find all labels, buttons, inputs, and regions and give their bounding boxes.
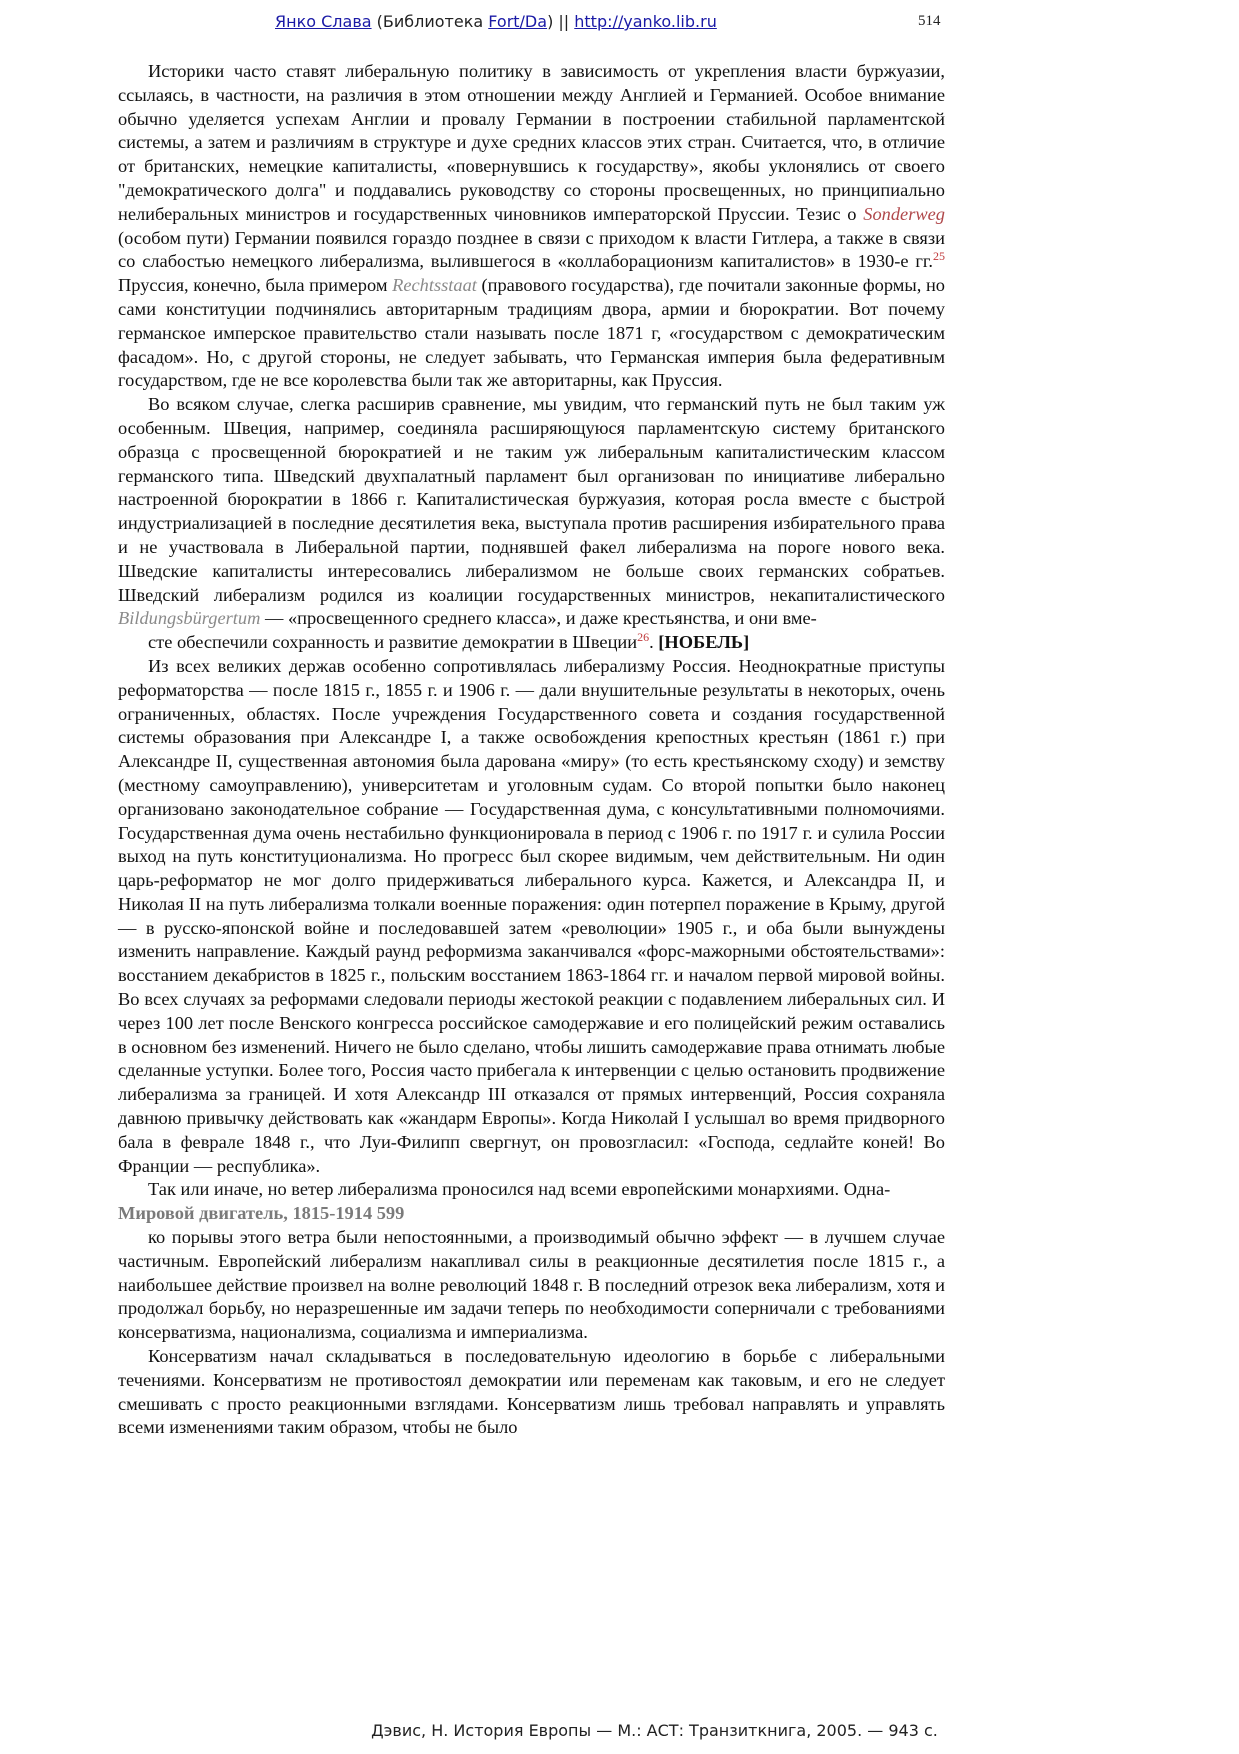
running-head: Мировой двигатель, 1815-1914 599 — [118, 1203, 405, 1224]
paragraph-3 — [118, 631, 945, 655]
paragraph-5: Так или иначе, но ветер либерализма проносился над всеми европейскими монархиями. Одна- — [148, 1179, 891, 1200]
paragraph-2 — [118, 393, 945, 631]
author-link[interactable]: Янко Слава — [275, 12, 372, 31]
footnote-ref-26[interactable]: 26 — [637, 630, 650, 644]
paragraph-2-text-b: — «просвещенного среднего класса», и даже крестьянства, и они вме- — [260, 608, 817, 629]
paragraph-2-text-a: Во всяком случае, слегка расширив сравнение, мы увидим, что германский путь не был таким уж особенным. Швеция, например, соединяла расширяющуюся парламентскую систему британского образца с просвещенной бюрократией и не таким уж либеральным капиталистическим классом германского типа. Шведский двухпалатный парламент был организован по инициативе либерально настроенной бюрократии в 1866 г. Капиталистическая буржуазия, которая росла вместе с быстрой индустриализацией в последние десятилетия века, выступала против расширения избирательного права и не участвовала в Либеральной партии, поднявшей факел либерализма на пороге нового века. Шведские капиталисты интересовались либерализмом не больше своих германских собратьев. Шведский либерализм родился из коалиции государственных министров, некапиталистического — [118, 394, 945, 605]
site-link[interactable]: http://yanko.lib.ru — [574, 12, 717, 31]
page-header — [0, 10, 1239, 38]
paragraph-6: ко порывы этого ветра были непостоянными, а производимый обычно эффект — в лучшем случае частичным. Европейский либерализм накапливал силы в реакционные десятилетия после 1815 г., а наибольшее действие произвел на волне революций 1848 г. В последний отрезок века либерализм, хотя и продолжал борьбу, но неразрешенные им задачи теперь по необходимости соперничали с требованиями консерватизма, национализма, социализма и империализма. — [118, 1227, 945, 1343]
header-separator: ) || — [547, 12, 575, 31]
main-text — [118, 60, 945, 1440]
term-sonderweg: Sonderweg — [863, 203, 945, 224]
paragraph-4: Из всех великих держав особенно сопротивлялась либерализму Россия. Неоднократные приступы реформаторства — после 1815 г., 1855 г. и 1906 г. — дали внушительные результаты в некоторых, очень ограниченных, областях. После учреждения Государственного совета и создания государственной системы образования при Александре I, а также освобождения крепостных крестьян (1861 г.) при Александре II, существенная автономия была дарована «миру» (то есть крестьянскому сходу) и земству (местному самоуправлению), университетам и уголовным судам. Со второй попытки было наконец организовано законодательное собрание — Государственная дума, с консультативными полномочиями. Государственная дума очень нестабильно функционировала в период с 1906 г. по 1917 г. и сулила России выход на путь конституционализма. Но прогресс был скорее видимым, чем действительным. Ни один царь-реформатор не мог долго придерживаться либерального курса. Кажется, и Александра II, и Николая II на путь либерализма толкали военные поражения: один потерпел поражение в Крыму, другой — в русско-японской войне и последовавшей затем «революции» 1905 г., и оба были вынуждены изменить направление. Каждый раунд реформизма заканчивался «форс-мажорными обстоятельствами»: восстанием декабристов в 1825 г., польским восстанием 1863-1864 гг. и началом первой мировой войны. Во всех случаях за реформами следовали периоды жестокой реакции с подавлением либеральных сил. И через 100 лет после Венского конгресса российское самодержавие и его полицейский режим оставались в основном без изменений. Ничего не было сделано, чтобы лишить самодержавие права отнимать любые сделанные уступки. Более того, Россия часто прибегала к интервенции с целью остановить продвижение либерализма за границей. И хотя Александр III отказался от прямых интервенций, Россия сохраняла давнюю привычку действовать как «жандарм Европы». Когда Николай I услышал во время придворного бала в феврале 1848 г., что Луи-Филипп свергнут, он провозгласил: «Господа, седлайте коней! Во Франции — республика». — [118, 655, 945, 1176]
library-prefix: (Библиотека — [371, 12, 489, 31]
paragraph-1-text-b: (особом пути) Германии появился гораздо позднее в связи с приходом к власти Гитлера, а также в связи со слабостью немецкого либерализма, вылившегося в «коллаборационизм капиталистов» в 1930-е гг. — [118, 227, 945, 272]
page-number: 514 — [918, 13, 941, 29]
paragraph-1-text-a: Историки часто ставят либеральную политику в зависимость от укрепления власти буржуазии, ссылаясь, в частности, на различия в этом отношении между Англией и Германией. Особое внимание обычно уделяется успехам Англии и провалу Германии в построении стабильной парламентской системы, а затем и различиям в структуре и духе средних классов этих стран. Считается, что, в отличие от британских, немецкие капиталисты, «повернувшись к государству», якобы уклонялись от своего "демократического долга" и поддавались руководству со стороны просвещенных, но принципиально нелиберальных министров и государственных чиновников императорской Пруссии. Тезис о — [118, 61, 945, 224]
nobel-marker: [НОБЕЛЬ] — [658, 632, 750, 653]
paragraph-7: Консерватизм начал складываться в последовательную идеологию в борьбе с либеральными течениями. Консерватизм не противостоял демократии или переменам как таковым, и его не следует смешивать с просто реакционными взглядами. Консерватизм лишь требовал направлять и управлять всеми изменениями таким образом, чтобы не было — [118, 1346, 945, 1438]
paragraph-1 — [118, 60, 945, 393]
term-bildungsburgertum: Bildungsbürgertum — [118, 608, 261, 629]
library-link[interactable]: Fort/Da — [488, 12, 548, 31]
header-line — [275, 12, 717, 31]
paragraph-1-text-c: Пруссия, конечно, была примером — [118, 275, 393, 296]
page-footer — [0, 1721, 1239, 1740]
paragraph-1-text-d: (правового государства), где почитали законные формы, но сами конституции подчинялись авторитарным традициям двора, армии и бюрократии. Вот почему германское имперское правительство стали называть после 1871 г, «государством с демократическим фасадом». Но, с другой стороны, не следует забывать, что Германская империя была федеративным государством, где не все королевства были так же авторитарны, как Пруссия. — [118, 275, 946, 391]
footer-citation: Дэвис, Н. История Европы — М.: АСТ: Транзиткнига, 2005. — 943 с. — [371, 1721, 938, 1740]
paragraph-3-text-b: . — [649, 632, 659, 653]
term-rechtsstaat: Rechtsstaat — [392, 275, 477, 296]
footnote-ref-25[interactable]: 25 — [933, 249, 945, 264]
paragraph-3-text-a: сте обеспечили сохранность и развитие демократии в Швеции — [148, 632, 638, 653]
